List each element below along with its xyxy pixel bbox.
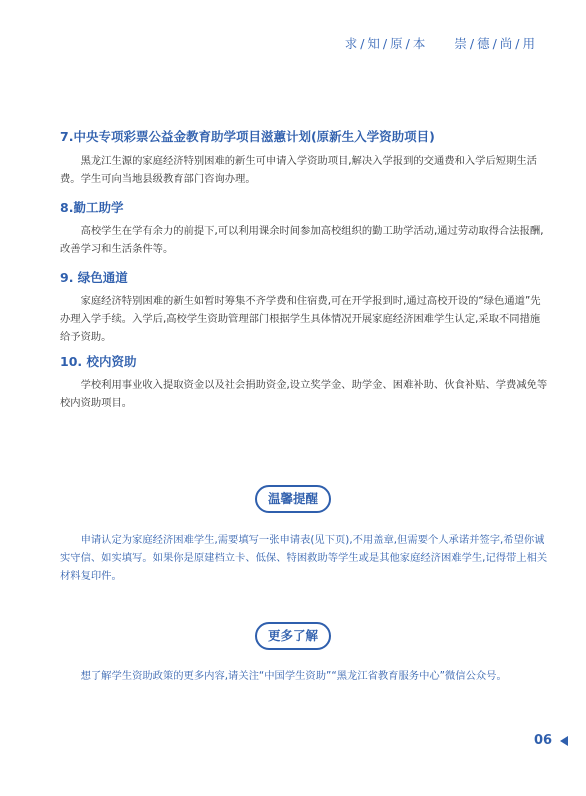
more-info-text: 想了解学生资助政策的更多内容,请关注“中国学生资助”“黑龙江省教育服务中心”微信公众号。 — [80, 670, 507, 682]
page-number: 06 — [534, 733, 553, 748]
section-body-7: 黑龙江生源的家庭经济特别困难的新生可申请入学资助项目,解决入学报到的交通费和入学后短期生活费。学生可向当地县级教育部门咨询办理。 — [60, 155, 537, 185]
section-title-8: 8.勤工助学 — [60, 200, 124, 215]
reminder-text: 申请认定为家庭经济困难学生,需要填写一张申请表(见下页),不用盖章,但需要个人承诺并签字,希望你诚实守信、如实填写。如果你是原建档立卡、低保、特困救助等学生或是其他家庭经济困难学生,记得带上相关材料复印件。 — [60, 534, 548, 582]
section-title-7: 7.中央专项彩票公益金教育助学项目滋蕙计划(原新生入学资助项目) — [60, 129, 435, 144]
section-body-9: 家庭经济特别困难的新生如暂时筹集不齐学费和住宿费,可在开学报到时,通过高校开设的“绿色通道”先办理入学手续。入学后,高校学生资助管理部门根据学生具体情况开展家庭经济困难学生认定,采取不同措施给予资助。 — [60, 295, 541, 343]
header-motto — [345, 34, 538, 52]
reminder-badge: 温馨提醒 — [255, 485, 331, 513]
section-body-8: 高校学生在学有余力的前提下,可以利用课余时间参加高校组织的勤工助学活动,通过劳动取得合法报酬,改善学习和生活条件等。 — [60, 225, 544, 255]
more-info-badge: 更多了解 — [255, 622, 331, 650]
section-body-10: 学校利用事业收入提取资金以及社会捐助资金,设立奖学金、助学金、困难补助、伙食补贴、学费减免等校内资助项目。 — [60, 379, 548, 409]
page-arrow-icon — [560, 736, 568, 746]
motto-left: 求/知/原/本 — [344, 36, 429, 51]
section-title-10: 10. 校内资助 — [60, 354, 137, 369]
motto-right: 崇/德/尚/用 — [454, 36, 538, 51]
section-title-9: 9. 绿色通道 — [60, 270, 128, 285]
